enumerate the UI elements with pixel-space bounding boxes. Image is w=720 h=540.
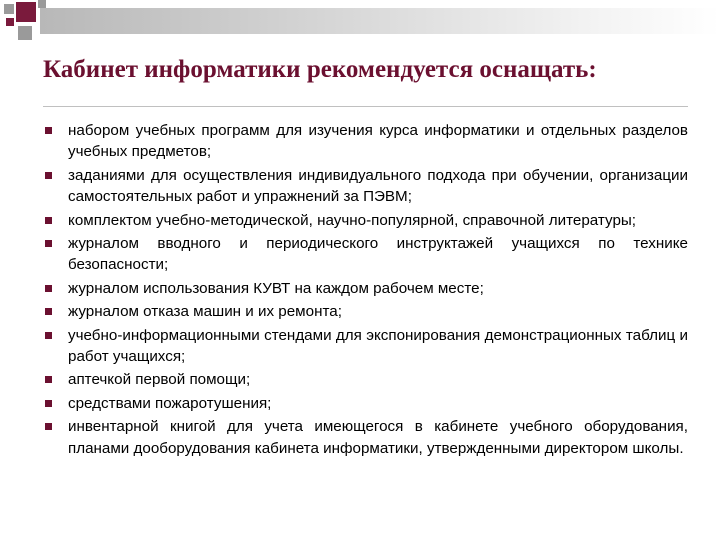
list-item [43,416,688,459]
corner-square [38,0,46,8]
list-item [43,120,688,163]
square-bullet-icon [45,423,52,430]
header-gradient-bar [40,8,720,34]
list-item [43,369,688,390]
list-item-text: средствами пожаротушения; [68,394,272,412]
square-bullet-icon [45,217,52,224]
list-item [43,301,688,322]
square-bullet-icon [45,376,52,383]
list-item-text: учебно-информационными стендами для экспонирования демонстрационных таблиц и работ учащихся; [68,326,688,366]
list-item-text: комплектом учебно-методической, научно-популярной, справочной литературы; [68,211,637,229]
square-bullet-icon [45,332,52,339]
bullet-list [43,120,688,461]
square-bullet-icon [45,285,52,292]
list-item-text: инвентарной книгой для учета имеющегося в кабинете учебного оборудования, планами дооборудования кабинета информатики, утвержденными директором школы. [68,418,688,457]
square-bullet-icon [45,400,52,407]
square-bullet-icon [45,172,52,179]
slide-title: Кабинет информатики рекомендуется оснащать: [43,56,597,83]
square-bullet-icon [45,240,52,247]
list-item-text: заданиями для осуществления индивидуального подхода при обучении, организации самостоятельных работ и упражнений за ПЭВМ; [68,166,688,206]
list-item [43,325,688,368]
list-item [43,278,688,299]
list-item [43,393,688,414]
list-item [43,165,688,208]
corner-square [4,4,14,14]
corner-square [6,18,14,26]
corner-square [18,26,32,40]
list-item-text: журналом отказа машин и их ремонта; [68,303,342,321]
list-item-text: журналом использования КУВТ на каждом рабочем месте; [68,279,484,297]
list-item [43,210,688,231]
list-item-text: набором учебных программ для изучения курса информатики и отдельных разделов учебных предметов; [68,122,688,161]
title-divider [43,106,688,107]
list-item-text: журналом вводного и периодического инструктажей учащихся по технике безопасности; [68,235,688,274]
corner-square [16,2,36,22]
square-bullet-icon [45,127,52,134]
list-item [43,233,688,276]
list-item-text: аптечкой первой помощи; [68,371,251,389]
square-bullet-icon [45,308,52,315]
